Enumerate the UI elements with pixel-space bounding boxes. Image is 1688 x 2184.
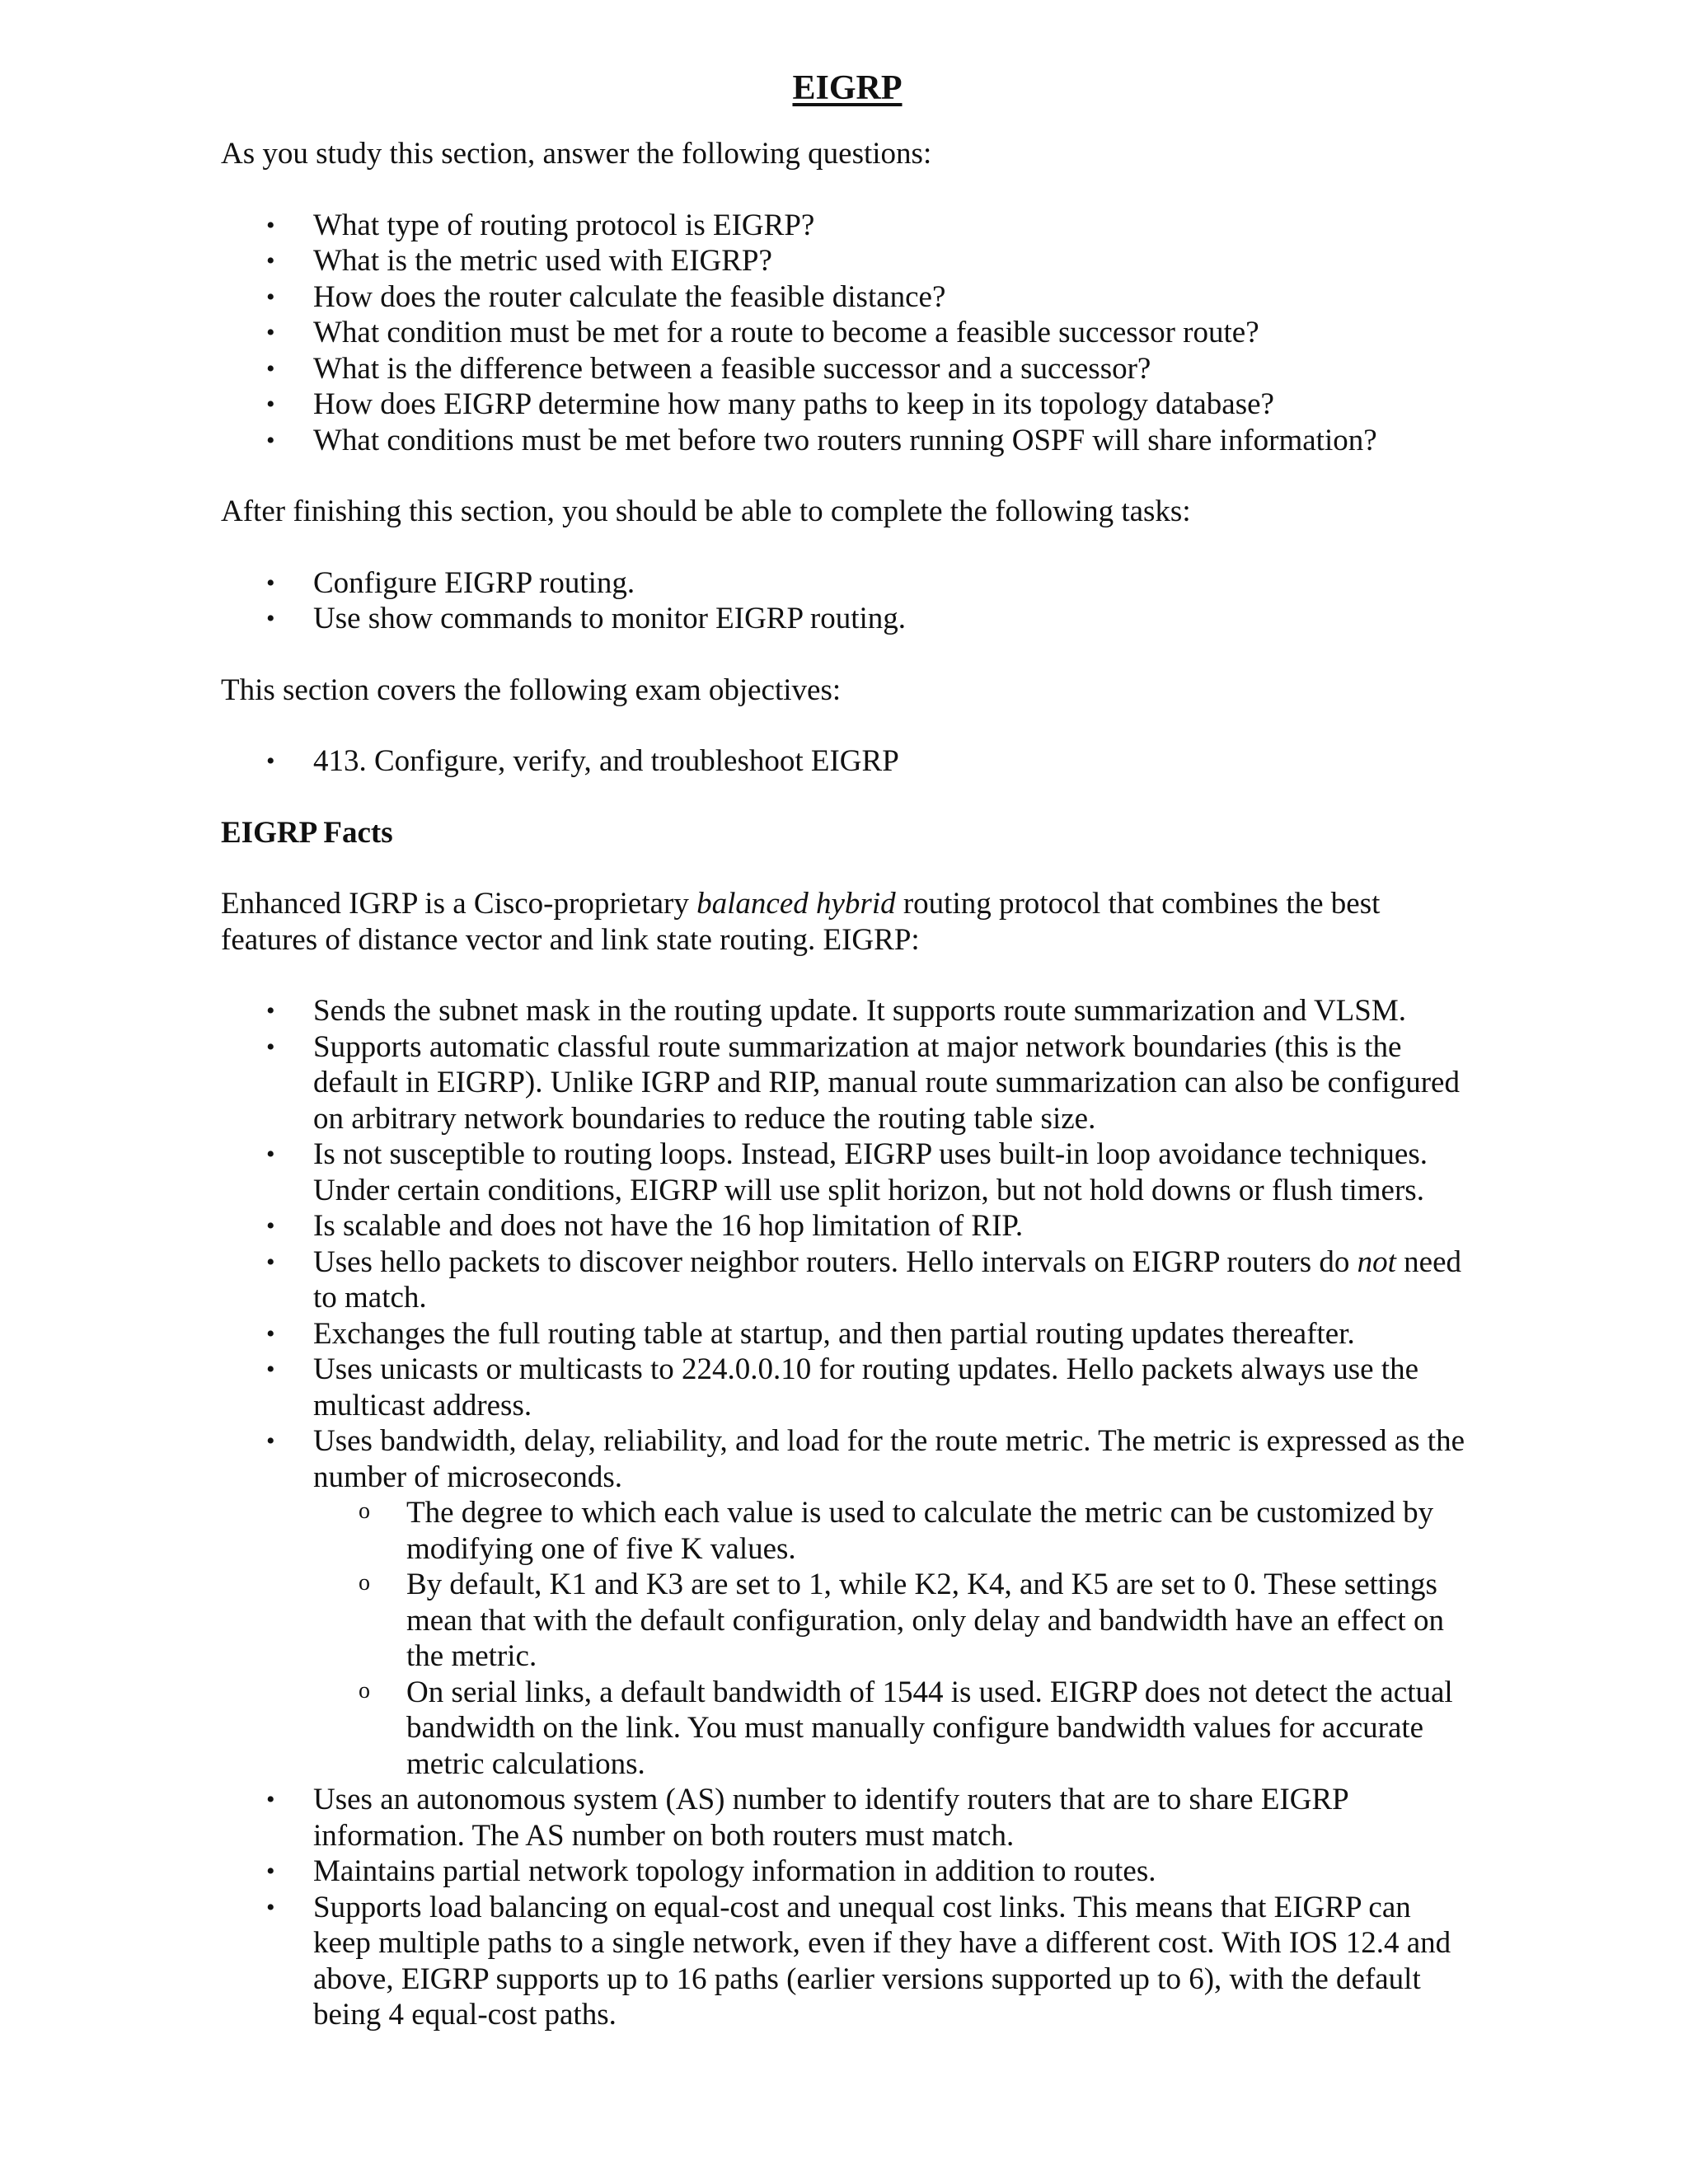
list-item: • Exchanges the full routing table at startup, and then partial routing updates thereafter. [266, 1316, 1355, 1351]
bullet-icon: • [266, 1893, 275, 1921]
list-item: • 413. Configure, verify, and troubleshoot EIGRP [266, 744, 899, 778]
list-item: • What is the metric used with EIGRP? [266, 244, 772, 278]
sub-list-item: o By default, K1 and K3 are set to 1, while K2, K4, and K5 are set to 0. These settings mean that with the default configuration, only delay and bandwidth have an effect on the metric. [313, 1567, 1474, 1675]
list-item: • How does the router calculate the feasible distance? [266, 279, 946, 314]
bullet-icon: • [266, 319, 275, 346]
bullet-icon: • [266, 569, 275, 597]
bullet-icon: • [266, 1319, 275, 1347]
bullet-icon: • [266, 247, 275, 274]
bullet-icon: • [266, 1033, 275, 1061]
bullet-icon: • [266, 426, 275, 454]
bullet-icon: • [266, 997, 275, 1024]
bullet-icon: • [266, 1248, 275, 1276]
list-item: • What conditions must be met before two routers running OSPF will share information? [266, 423, 1377, 457]
page-title: EIGRP [792, 69, 903, 107]
list-item: • What type of routing protocol is EIGRP? [266, 208, 815, 242]
bullet-icon: • [266, 1786, 275, 1813]
bullet-icon: • [266, 605, 275, 632]
questions-list [221, 208, 1474, 459]
bullet-icon: • [266, 1212, 275, 1240]
sub-bullet-icon: o [359, 1570, 370, 1596]
bullet-icon: • [266, 748, 275, 775]
bullet-icon: • [266, 1356, 275, 1383]
objectives-list [221, 743, 1474, 780]
document-page [221, 68, 1474, 2069]
tasks-list [221, 565, 1474, 637]
bullet-icon: • [266, 1141, 275, 1168]
section-heading: EIGRP Facts [221, 815, 393, 850]
facts-list [221, 993, 1474, 2033]
list-item: • Uses an autonomous system (AS) number to identify routers that are to share EIGRP information. The AS number on both routers must match. [266, 1783, 1348, 1853]
objectives-intro: This section covers the following exam objectives: [221, 673, 842, 707]
list-item: • Configure EIGRP routing. [266, 565, 635, 600]
metric-sublist [313, 1495, 1474, 1782]
list-item: • What is the difference between a feasible successor and a successor? [266, 351, 1151, 386]
sub-list-item: o The degree to which each value is used to calculate the metric can be customized by modifying one of five K values. [313, 1495, 1474, 1567]
list-item: • Is scalable and does not have the 16 hop limitation of RIP. [266, 1209, 1024, 1243]
sub-list-item: o On serial links, a default bandwidth of 1544 is used. EIGRP does not detect the actual bandwidth on the link. You must manually configure bandwidth values for accurate metric calculations. [313, 1675, 1474, 1783]
facts-intro: Enhanced IGRP is a Cisco-proprietary balanced hybrid routing protocol that combines the best features of distance vector and link state routing. EIGRP: [221, 887, 1381, 957]
bullet-icon: • [266, 354, 275, 382]
list-item: • Uses bandwidth, delay, reliability, and load for the route metric. The metric is expressed as the number of microseconds. o The degree to which each value is used to calculate the metric can be customized by modifying one of five K values. o By default, K1 and K3 are set to 1, while K2, K4, and K5 are set to 0. These settings mean that with the default configuration, only delay and bandwidth have an effect on the metric. o On serial links, a default bandwidth of 1544 is used. EIGRP does not detect the actual bandwidth on the link. You must manually configure bandwidth values for accurate metric calculations. [221, 1423, 1474, 1782]
list-item: • Supports load balancing on equal-cost and unequal cost links. This means that EIGRP can keep multiple paths to a single network, even if they have a different cost. With IOS 12.4 and above, EIGRP supports up to 16 paths (earlier versions supported up to 6), with the default being 4 equal-cost paths. [266, 1890, 1451, 2032]
sub-bullet-icon: o [359, 1677, 370, 1704]
sub-bullet-icon: o [359, 1498, 370, 1524]
bullet-icon: • [266, 283, 275, 311]
bullet-icon: • [266, 211, 275, 239]
questions-intro: As you study this section, answer the following questions: [221, 137, 932, 171]
bullet-icon: • [266, 1858, 275, 1885]
list-item: • Uses unicasts or multicasts to 224.0.0.10 for routing updates. Hello packets always use the multicast address. [266, 1352, 1418, 1422]
list-item: • Maintains partial network topology information in addition to routes. [266, 1854, 1156, 1888]
tasks-intro: After finishing this section, you should be able to complete the following tasks: [221, 494, 1191, 528]
list-item: • Sends the subnet mask in the routing update. It supports route summarization and VLSM. [266, 994, 1407, 1028]
list-item: • Is not susceptible to routing loops. Instead, EIGRP uses built-in loop avoidance techniques. Under certain conditions, EIGRP will use split horizon, but not hold downs or flush timers. [266, 1137, 1428, 1207]
list-item: • Supports automatic classful route summarization at major network boundaries (this is the default in EIGRP). Unlike IGRP and RIP, manual route summarization can also be configured on arbitrary network boundaries to reduce the routing table size. [266, 1029, 1460, 1136]
list-item: • What condition must be met for a route to become a feasible successor route? [266, 316, 1259, 349]
list-item: • How does EIGRP determine how many paths to keep in its topology database? [266, 387, 1274, 421]
bullet-icon: • [266, 391, 275, 418]
list-item: • Use show commands to monitor EIGRP routing. [266, 602, 907, 635]
list-item: • Uses hello packets to discover neighbor routers. Hello intervals on EIGRP routers do not need to match. [266, 1244, 1462, 1315]
bullet-icon: • [266, 1427, 275, 1455]
